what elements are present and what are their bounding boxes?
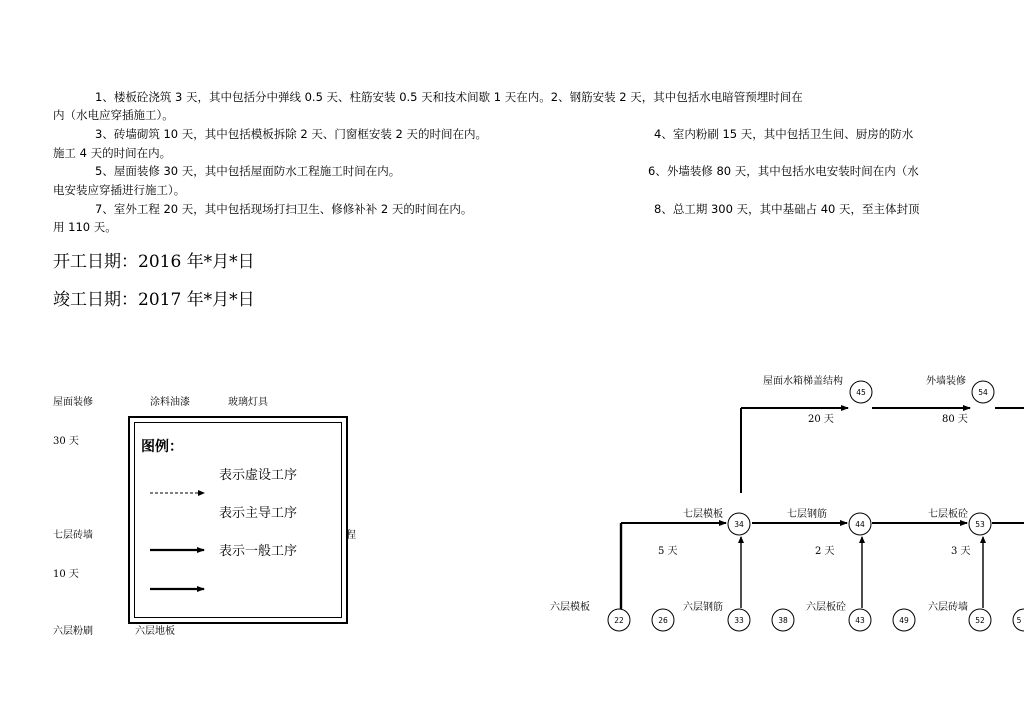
svg-text:38: 38: [778, 616, 788, 625]
note-line-8: 用 110 天。: [53, 220, 117, 234]
note-line-5b: 6、外墙装修 80 天，其中包括水电安装时间在内（水: [648, 164, 919, 178]
start-date: 开工日期：2016 年*月*日: [53, 252, 255, 272]
note-line-4: 施工 4 天的时间在内。: [53, 146, 172, 160]
node-34: [728, 513, 750, 535]
label-6f-floor: 六层地板: [135, 626, 175, 637]
label-roof-decoration: 屋面装修: [53, 397, 93, 408]
note-line-5a: 5、屋面装修 30 天，其中包括屋面防水工程施工时间在内。: [95, 164, 401, 178]
label-6f-plaster: 六层粉刷: [53, 626, 93, 637]
legend-general-text: 表示一般工序: [219, 544, 298, 559]
svg-text:44: 44: [855, 520, 865, 529]
svg-text:33: 33: [734, 616, 744, 625]
label-5-days: 5 天: [658, 546, 678, 557]
node-22: [608, 609, 630, 631]
label-80-days: 80 天: [942, 414, 968, 425]
label-glass-lamps: 玻璃灯具: [228, 397, 268, 408]
label-6f-formwork: 六层模板: [550, 602, 590, 613]
node-52: [969, 609, 991, 631]
note-line-2: 内（水电应穿插施工）。: [53, 108, 174, 122]
node-53: [969, 513, 991, 535]
label-3-days: 3 天: [951, 546, 971, 557]
node-38: [772, 609, 794, 631]
svg-text:22: 22: [614, 616, 624, 625]
label-cut-char: 程: [346, 530, 356, 541]
node-26: [652, 609, 674, 631]
svg-text:54: 54: [978, 388, 988, 397]
label-2-days: 2 天: [815, 546, 835, 557]
label-roof-tank-structure: 屋面水箱梯盖结构: [763, 376, 843, 387]
svg-text:49: 49: [899, 616, 909, 625]
node-5x: [1013, 609, 1024, 631]
label-6f-rebar: 六层钢筋: [683, 602, 723, 613]
label-10-days: 10 天: [53, 569, 79, 580]
note-line-6: 电安装应穿插进行施工）。: [53, 183, 186, 197]
note-line-3b: 4、室内粉刷 15 天，其中包括卫生间、厨房的防水: [654, 127, 914, 141]
note-line-7b: 8、总工期 300 天，其中基础占 40 天，至主体封顶: [654, 202, 920, 216]
note-line-1: 1、楼板砼浇筑 3 天，其中包括分中弹线 0.5 天、柱筋安装 0.5 天和技术间歇 1 天在内。2、钢筋安装 2 天，其中包括水电暗管预埋时间在: [95, 90, 803, 104]
note-line-7a: 7、室外工程 20 天，其中包括现场打扫卫生、修修补补 2 天的时间在内。: [95, 202, 473, 216]
svg-text:43: 43: [855, 616, 865, 625]
svg-text:52: 52: [975, 616, 985, 625]
label-6f-brick-wall: 六层砖墙: [928, 602, 968, 613]
svg-text:34: 34: [734, 520, 744, 529]
label-7f-formwork: 七层模板: [683, 509, 723, 520]
label-exterior-wall: 外墙装修: [926, 376, 966, 387]
label-7f-brick-wall: 七层砖墙: [53, 530, 93, 541]
node-45: [850, 381, 872, 403]
label-20-days: 20 天: [808, 414, 834, 425]
end-date: 竣工日期：2017 年*月*日: [53, 290, 255, 310]
label-paint: 涂料油漆: [150, 397, 190, 408]
svg-text:45: 45: [856, 388, 866, 397]
label-7f-concrete: 七层板砼: [928, 509, 968, 520]
note-line-3a: 3、砖墙砌筑 10 天，其中包括模板拆除 2 天、门窗框安装 2 天的时间在内。: [95, 127, 488, 141]
node-49: [893, 609, 915, 631]
node-54: [972, 381, 994, 403]
node-43: [849, 609, 871, 631]
node-44: [849, 513, 871, 535]
node-33: [728, 609, 750, 631]
label-7f-rebar: 七层钢筋: [787, 509, 827, 520]
svg-text:53: 53: [975, 520, 985, 529]
legend-virtual-text: 表示虚设工序: [219, 468, 298, 483]
legend-main-text: 表示主导工序: [219, 506, 298, 521]
svg-text:5: 5: [1016, 616, 1022, 625]
svg-text:26: 26: [658, 616, 668, 625]
label-6f-concrete: 六层板砼: [806, 602, 846, 613]
label-30-days: 30 天: [53, 436, 79, 447]
legend-title: 图例：: [141, 439, 183, 455]
